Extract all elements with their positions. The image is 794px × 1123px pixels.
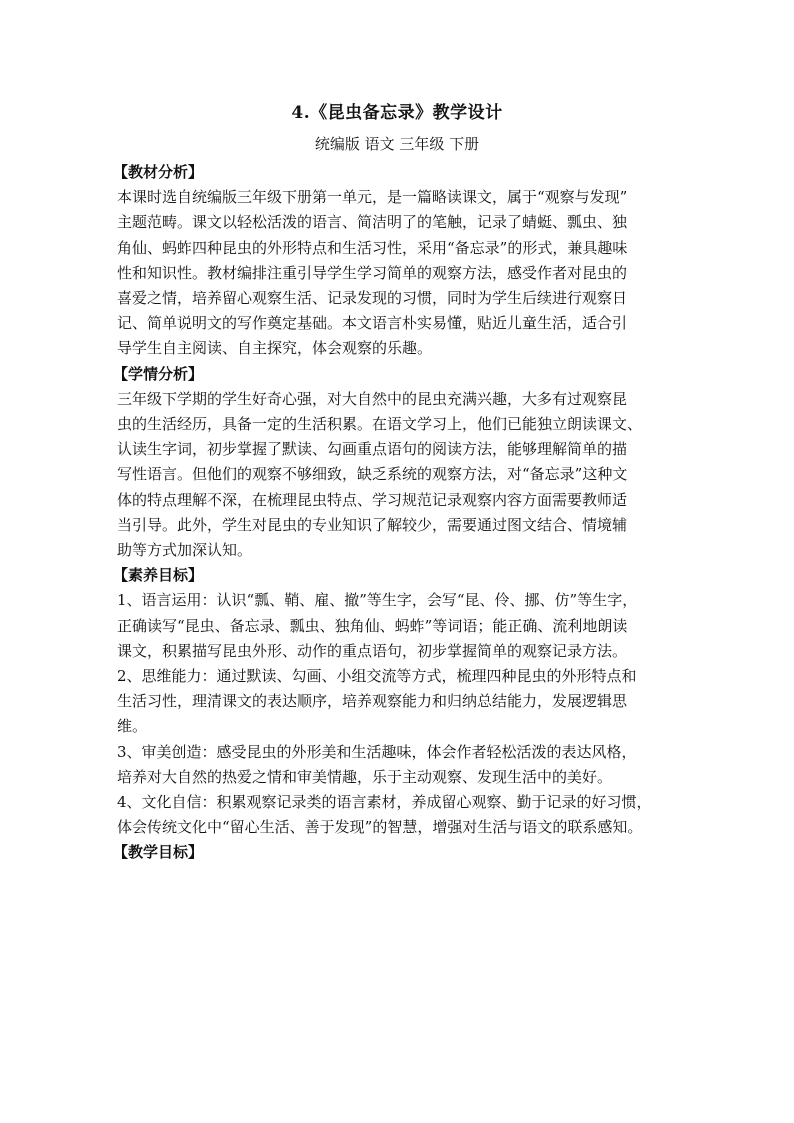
text-line: 本课时选自统编版三年级下册第一单元，是一篇略读课文，属于“观察与发现”: [117, 188, 628, 207]
section-heading-literacy-goals: 【素养目标】: [113, 566, 204, 585]
text-line: 记、简单说明文的写作奠定基础。本文语言朴实易懂，贴近儿童生活，适合引: [117, 314, 628, 333]
text-line: 性和知识性。教材编排注重引导学生学习简单的观察方法，感受作者对昆虫的: [117, 263, 628, 282]
text-line: 4、文化自信：积累观察记录类的语言素材，养成留心观察、勤于记录的好习惯，: [117, 793, 652, 812]
text-line: 课文，积累描写昆虫外形、动作的重点语句，初步掌握简单的观察记录方法。: [117, 641, 628, 660]
text-line: 导学生自主阅读、自主探究，体会观察的乐趣。: [117, 339, 433, 358]
paragraph-textbook-analysis: [117, 185, 687, 361]
text-line: 主题范畴。课文以轻松活泼的语言、简洁明了的笔触，记录了蜻蜓、瓢虫、独: [117, 213, 628, 232]
text-line: 助等方式加深认知。: [117, 541, 253, 560]
text-line: 1、语言运用：认识“瓢、鞘、雇、撤”等生字，会写“昆、伶、挪、仿”等生字，: [117, 591, 638, 610]
text-line: 当引导。此外，学生对昆虫的专业知识了解较少，需要通过图文结合、情境辅: [117, 515, 628, 534]
text-line: 3、审美创造：感受昆虫的外形美和生活趣味，体会作者轻松活泼的表达风格，: [117, 742, 637, 761]
text-line: 虫的生活经历，具备一定的生活积累。在语文学习上，他们已能独立朗读课文、: [117, 415, 643, 434]
section-heading-student-analysis: 【学情分析】: [113, 364, 204, 383]
text-line: 2、思维能力：通过默读、勾画、小组交流等方式，梳理四种昆虫的外形特点和: [117, 667, 637, 686]
text-line: 培养对大自然的热爱之情和审美情趣，乐于主动观察、发现生活中的美好。: [117, 767, 613, 786]
text-line: 角仙、蚂蚱四种昆虫的外形特点和生活习性，采用“备忘录”的形式，兼具趣味: [117, 238, 628, 257]
section-heading-textbook-analysis: 【教材分析】: [113, 163, 204, 181]
text-line: 正确读写“昆虫、备忘录、瓢虫、独角仙、蚂蚱”等词语；能正确、流利地朗读: [117, 616, 628, 635]
document-title: 4.《昆虫备忘录》教学设计: [291, 103, 503, 123]
text-line: 认读生字词，初步掌握了默读、勾画重点语句的阅读方法，能够理解简单的描: [117, 440, 628, 459]
text-line: 生活习性，理清课文的表达顺序，培养观察能力和归纳总结能力，发展逻辑思: [117, 692, 628, 711]
document-body: [113, 160, 687, 866]
text-line: 写性语言。但他们的观察不够细致，缺乏系统的观察方法，对“备忘录”这种文: [117, 465, 628, 484]
document-subtitle: 统编版 语文 三年级 下册: [314, 135, 480, 153]
text-line: 维。: [117, 717, 148, 736]
text-line: 喜爱之情，培养留心观察生活、记录发现的习惯，同时为学生后续进行观察日: [117, 289, 628, 308]
text-line: 体的特点理解不深，在梳理昆虫特点、学习规范记录观察内容方面需要教师适: [117, 490, 628, 509]
section-heading-teaching-goals: 【教学目标】: [113, 843, 204, 862]
text-line: 体会传统文化中“留心生活、善于发现”的智慧，增强对生活与语文的联系感知。: [117, 818, 643, 837]
paragraph-student-analysis: [117, 387, 687, 563]
text-line: 三年级下学期的学生好奇心强，对大自然中的昆虫充满兴趣，大多有过观察昆: [117, 389, 628, 408]
paragraph-literacy-goals: [117, 588, 687, 840]
